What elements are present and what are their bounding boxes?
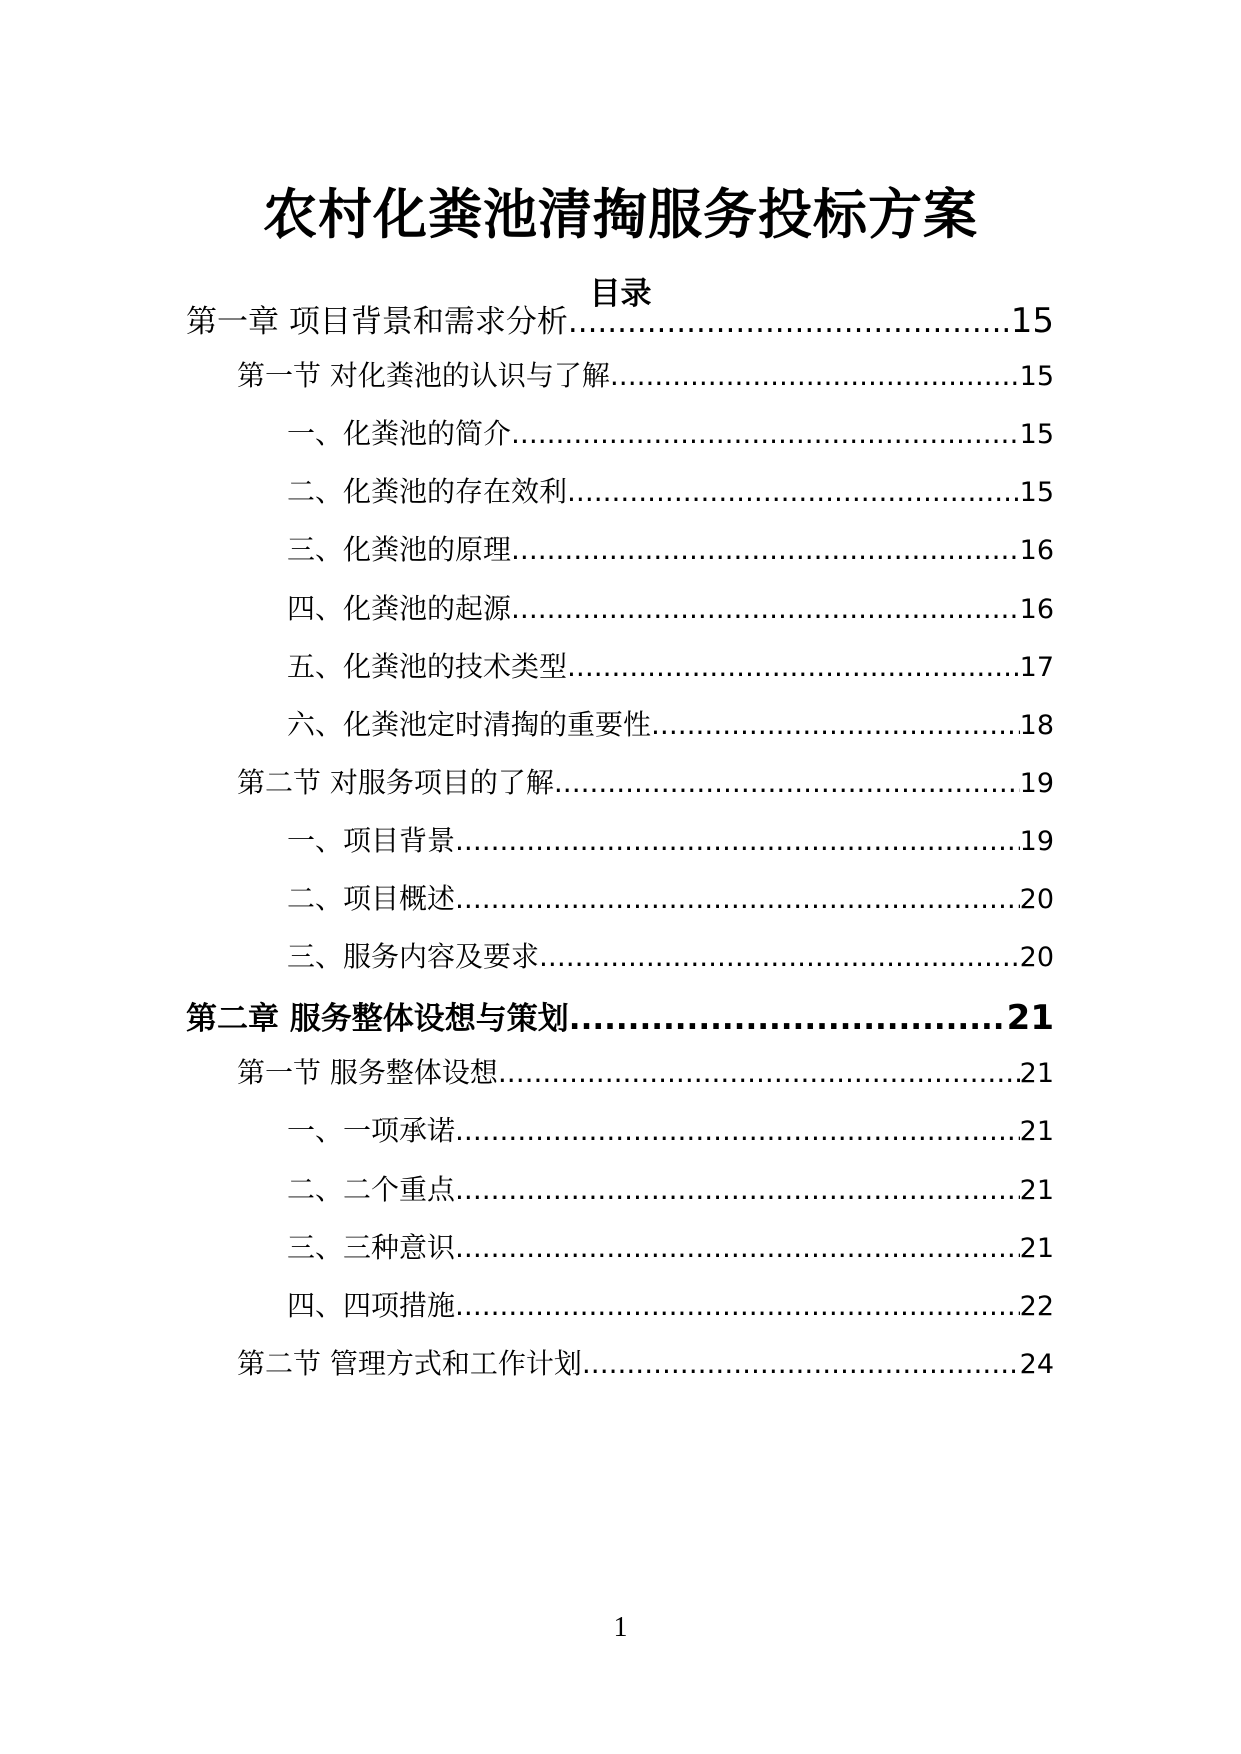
toc-entry-page: 20 xyxy=(1019,942,1054,974)
toc-leader-dots xyxy=(455,1289,1020,1322)
toc-entry-label: 六、化粪池定时清掏的重要性 xyxy=(287,707,652,741)
toc-leader-dots xyxy=(511,592,1020,625)
toc-entry[interactable] xyxy=(287,877,1054,917)
toc-entry[interactable] xyxy=(287,819,1054,859)
toc-entry[interactable] xyxy=(237,1051,1054,1091)
toc-entry-page: 21 xyxy=(1019,1116,1054,1148)
toc-entry-page: 15 xyxy=(1010,301,1054,341)
toc-leader-dots xyxy=(567,650,1020,683)
toc-entry-label: 一、一项承诺 xyxy=(287,1114,456,1148)
toc-leader-dots xyxy=(569,1001,1007,1037)
toc-entry-label: 五、化粪池的技术类型 xyxy=(287,649,568,683)
toc-leader-dots xyxy=(498,1056,1020,1089)
toc-leader-dots xyxy=(455,824,1020,857)
toc-leader-dots xyxy=(511,533,1020,566)
toc-entry-page: 24 xyxy=(1019,1348,1054,1380)
toc-entry-page: 18 xyxy=(1019,709,1054,741)
toc-entry-label: 四、化粪池的起源 xyxy=(287,591,512,625)
toc-entry[interactable] xyxy=(287,528,1054,568)
toc-entry-label: 一、化粪池的简介 xyxy=(287,417,512,451)
toc-entry-page: 21 xyxy=(1019,1058,1054,1090)
toc-entry-label: 第二节 对服务项目的了解 xyxy=(237,765,554,799)
toc-entry-page: 19 xyxy=(1019,767,1054,799)
toc-entry-label: 第一节 服务整体设想 xyxy=(237,1056,498,1090)
toc-leader-dots xyxy=(651,708,1020,741)
toc-entry-page: 15 xyxy=(1019,419,1054,451)
page-number: 1 xyxy=(613,1612,628,1643)
toc-entry[interactable] xyxy=(287,1226,1054,1266)
toc-entry-label: 一、项目背景 xyxy=(287,823,456,857)
toc-entry-page: 16 xyxy=(1019,593,1054,625)
toc-entry-page: 21 xyxy=(1019,1232,1054,1264)
toc-entry-page: 21 xyxy=(1006,998,1054,1039)
toc-entry[interactable] xyxy=(287,587,1054,627)
toc-entry-page: 16 xyxy=(1019,535,1054,567)
toc-entry-page: 15 xyxy=(1019,361,1054,393)
toc-entry-label: 二、二个重点 xyxy=(287,1172,456,1206)
toc-entry-label: 第一节 对化粪池的认识与了解 xyxy=(237,359,610,393)
toc-leader-dots xyxy=(455,882,1020,915)
toc-leader-dots xyxy=(511,417,1020,450)
toc-leader-dots xyxy=(539,940,1020,973)
toc-entry-label: 四、四项措施 xyxy=(287,1288,456,1322)
toc-entry[interactable] xyxy=(237,761,1054,801)
toc-entry-label: 三、化粪池的原理 xyxy=(287,533,512,567)
document-title: 农村化粪池清掏服务投标方案 xyxy=(263,183,978,246)
toc-entry-page: 20 xyxy=(1019,884,1054,915)
toc-entry-label: 二、化粪池的存在效利 xyxy=(287,475,568,509)
toc-heading: 目录 xyxy=(589,276,652,312)
toc-entry-label: 三、服务内容及要求 xyxy=(287,940,540,974)
toc-leader-dots xyxy=(455,1173,1020,1206)
toc-leader-dots xyxy=(455,1231,1020,1264)
toc-entry[interactable] xyxy=(237,354,1054,394)
toc-entry[interactable] xyxy=(287,935,1054,975)
toc-entry[interactable] xyxy=(237,1342,1054,1382)
toc-entry[interactable] xyxy=(287,703,1054,743)
toc-entry-label: 二、项目概述 xyxy=(287,882,456,915)
toc-entry-label: 第二章 服务整体设想与策划 xyxy=(186,1001,569,1038)
toc-entry-page: 22 xyxy=(1019,1290,1054,1322)
toc-entry-label: 第一章 项目背景和需求分析 xyxy=(186,304,568,340)
toc-entry[interactable] xyxy=(287,645,1054,685)
toc-leader-dots xyxy=(567,475,1020,508)
toc-entry-label: 三、三种意识 xyxy=(287,1230,456,1264)
toc-entry[interactable] xyxy=(186,296,1054,341)
toc-entry-page: 21 xyxy=(1019,1174,1054,1206)
toc-entry-label: 第二节 管理方式和工作计划 xyxy=(237,1346,582,1380)
toc-leader-dots xyxy=(568,304,1011,340)
toc-leader-dots xyxy=(554,766,1020,799)
toc-entry-page: 15 xyxy=(1019,477,1054,509)
toc-leader-dots xyxy=(455,1114,1020,1147)
toc-entry[interactable] xyxy=(287,1168,1054,1208)
toc-entry-page: 17 xyxy=(1019,651,1054,683)
toc-entry[interactable] xyxy=(287,412,1054,452)
toc-leader-dots xyxy=(610,359,1020,392)
toc-entry[interactable] xyxy=(287,470,1054,510)
toc-entry-page: 19 xyxy=(1019,825,1054,857)
toc-entry[interactable] xyxy=(186,993,1054,1038)
toc-entry[interactable] xyxy=(287,1284,1054,1324)
toc-leader-dots xyxy=(582,1347,1020,1380)
toc-entry[interactable] xyxy=(287,1109,1054,1149)
